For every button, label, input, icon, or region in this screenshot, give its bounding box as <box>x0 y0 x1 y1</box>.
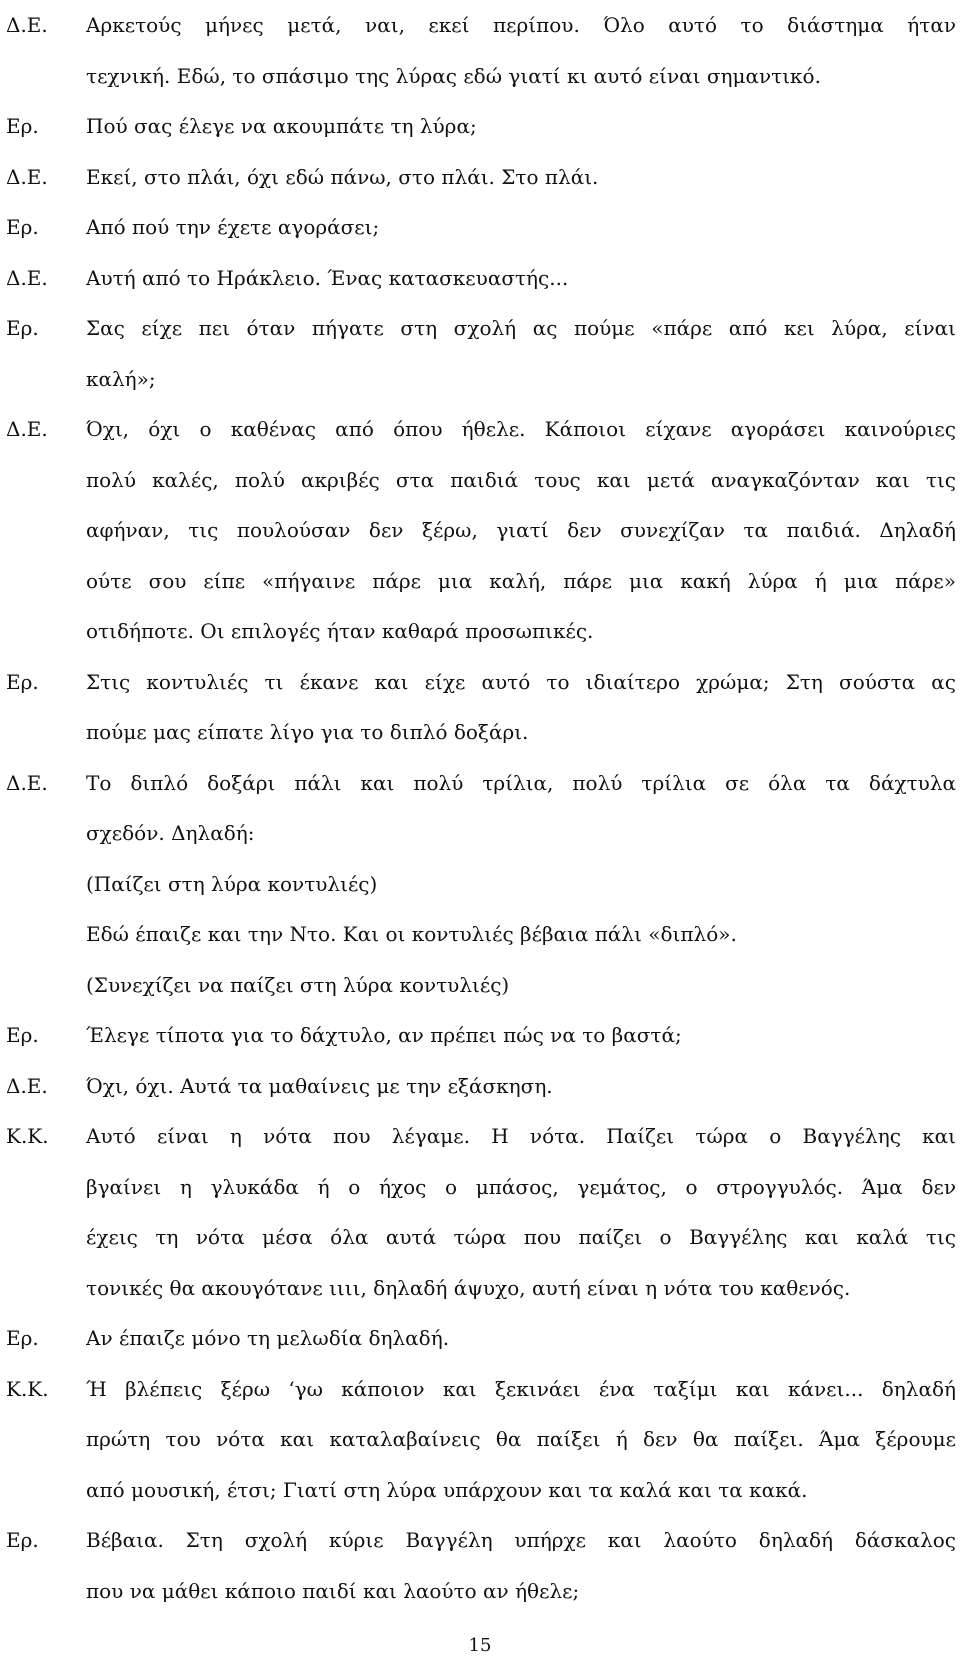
transcript-entry <box>6 152 956 203</box>
text-line: που να μάθει κάποιο παιδί και λαούτο αν ήθελε; <box>86 1578 580 1603</box>
transcript-entry <box>6 404 956 657</box>
text-line: Στις κοντυλιές τι έκανε και είχε αυτό το ιδιαίτερο χρώμα; Στη σούστα ας <box>86 669 956 694</box>
speaker-label: Δ.Ε. <box>6 1073 48 1098</box>
speaker-label: Ερ. <box>6 1023 39 1047</box>
text-line: έχεις τη νότα μέσα όλα αυτά τώρα που παίζει ο Βαγγέλης και καλά τις <box>86 1225 956 1249</box>
text-line: (Συνεχίζει να παίζει στη λύρα κοντυλιές) <box>86 972 510 997</box>
utterance-text <box>86 1515 956 1616</box>
transcript-entry <box>6 657 956 758</box>
speaker-label: Δ.Ε. <box>6 417 48 441</box>
text-line: καλή»; <box>86 366 156 391</box>
transcript-entry <box>6 1364 956 1516</box>
text-line: Όχι, όχι. Αυτά τα μαθαίνεις με την εξάσκηση. <box>86 1073 553 1098</box>
text-line: Αρκετούς μήνες μετά, ναι, εκεί περίπου. Όλο αυτό το διάστημα ήταν <box>86 13 956 37</box>
utterance-text <box>86 101 956 152</box>
speaker-label: Ερ. <box>6 114 39 138</box>
utterance-text <box>86 1111 956 1313</box>
utterance-text <box>86 303 956 404</box>
utterance-text <box>86 758 956 1011</box>
transcript-entry <box>6 1313 956 1364</box>
utterance-text <box>86 253 956 304</box>
speaker-label: Ερ. <box>6 1528 39 1552</box>
speaker-label: Κ.Κ. <box>6 1376 49 1401</box>
transcript-entry <box>6 1111 956 1313</box>
text-line: Όχι, όχι ο καθένας από όπου ήθελε. Κάποιοι είχανε αγοράσει καινούριες <box>86 417 956 441</box>
text-line: οτιδήποτε. Οι επιλογές ήταν καθαρά προσωπικές. <box>86 619 594 643</box>
text-line: Αυτή από το Ηράκλειο. Ένας κατασκευαστής... <box>86 265 569 290</box>
speaker-label: Ερ. <box>6 215 39 239</box>
utterance-text <box>86 404 956 657</box>
utterance-text <box>86 1010 956 1061</box>
speaker-label: Κ.Κ. <box>6 1124 49 1148</box>
transcript-entry <box>6 1061 956 1112</box>
text-line: Βέβαια. Στη σχολή κύριε Βαγγέλη υπήρχε και λαούτο δηλαδή δάσκαλος <box>86 1528 956 1552</box>
text-line: αφήναν, τις πουλούσαν δεν ξέρω, γιατί δεν συνεχίζαν τα παιδιά. Δηλαδή <box>86 518 956 542</box>
text-line: Εδώ έπαιζε και την Ντο. Και οι κοντυλιές βέβαια πάλι «διπλό». <box>86 922 737 946</box>
transcript-entry <box>6 0 956 101</box>
speaker-label: Ερ. <box>6 669 39 694</box>
transcript-entry <box>6 1515 956 1616</box>
text-line: Έλεγε τίποτα για το δάχτυλο, αν πρέπει πώς να το βαστά; <box>86 1023 682 1047</box>
text-line: Ή βλέπεις ξέρω ‘γω κάποιον και ξεκινάει ένα ταξίμι και κάνει... δηλαδή <box>86 1376 956 1401</box>
transcript-entry <box>6 303 956 404</box>
text-line: σχεδόν. Δηλαδή: <box>86 821 255 845</box>
transcript-entry <box>6 101 956 152</box>
utterance-text <box>86 202 956 253</box>
interview-transcript <box>6 0 956 1616</box>
utterance-text <box>86 1364 956 1516</box>
text-line: τονικές θα ακουγότανε ιιιι, δηλαδή άψυχο, αυτή είναι η νότα του καθενός. <box>86 1275 851 1300</box>
speaker-label: Δ.Ε. <box>6 164 48 189</box>
text-line: από μουσική, έτσι; Γιατί στη λύρα υπάρχουν και τα καλά και τα κακά. <box>86 1477 808 1502</box>
speaker-label: Δ.Ε. <box>6 13 48 37</box>
utterance-text <box>86 0 956 101</box>
text-line: Το διπλό δοξάρι πάλι και πολύ τρίλια, πολύ τρίλια σε όλα τα δάχτυλα <box>86 770 956 795</box>
utterance-text <box>86 152 956 203</box>
text-line: Αυτό είναι η νότα που λέγαμε. Η νότα. Παίζει τώρα ο Βαγγέλης και <box>86 1124 956 1148</box>
speaker-label: Δ.Ε. <box>6 265 48 290</box>
transcript-entry <box>6 202 956 253</box>
transcript-entry <box>6 253 956 304</box>
text-line: τεχνική. Εδώ, το σπάσιμο της λύρας εδώ γιατί κι αυτό είναι σημαντικό. <box>86 63 821 88</box>
utterance-text <box>86 1313 956 1364</box>
text-line: Εκεί, στο πλάι, όχι εδώ πάνω, στο πλάι. Στο πλάι. <box>86 164 599 189</box>
speaker-label: Ερ. <box>6 316 39 340</box>
page-number: 15 <box>468 1635 492 1656</box>
text-line: Πού σας έλεγε να ακουμπάτε τη λύρα; <box>86 114 477 138</box>
text-line: Σας είχε πει όταν πήγατε στη σχολή ας πούμε «πάρε από κει λύρα, είναι <box>86 316 956 340</box>
text-line: πούμε μας είπατε λίγο για το διπλό δοξάρι. <box>86 720 529 744</box>
utterance-text <box>86 1061 956 1112</box>
text-line: πολύ καλές, πολύ ακριβές στα παιδιά τους και μετά αναγκαζόνταν και τις <box>86 467 956 492</box>
speaker-label: Δ.Ε. <box>6 770 48 795</box>
text-line: βγαίνει η γλυκάδα ή ο ήχος ο μπάσος, γεμάτος, ο στρογγυλός. Άμα δεν <box>86 1174 956 1199</box>
text-line: Από πού την έχετε αγοράσει; <box>86 215 380 239</box>
text-line: Αν έπαιζε μόνο τη μελωδία δηλαδή. <box>86 1326 450 1350</box>
text-line: πρώτη του νότα και καταλαβαίνεις θα παίξει ή δεν θα παίξει. Άμα ξέρουμε <box>86 1427 956 1451</box>
speaker-label: Ερ. <box>6 1326 39 1350</box>
utterance-text <box>86 657 956 758</box>
transcript-entry <box>6 1010 956 1061</box>
text-line: (Παίζει στη λύρα κοντυλιές) <box>86 871 378 896</box>
transcript-entry <box>6 758 956 1011</box>
text-line: ούτε σου είπε «πήγαινε πάρε μια καλή, πάρε μια κακή λύρα ή μια πάρε» <box>86 568 956 593</box>
